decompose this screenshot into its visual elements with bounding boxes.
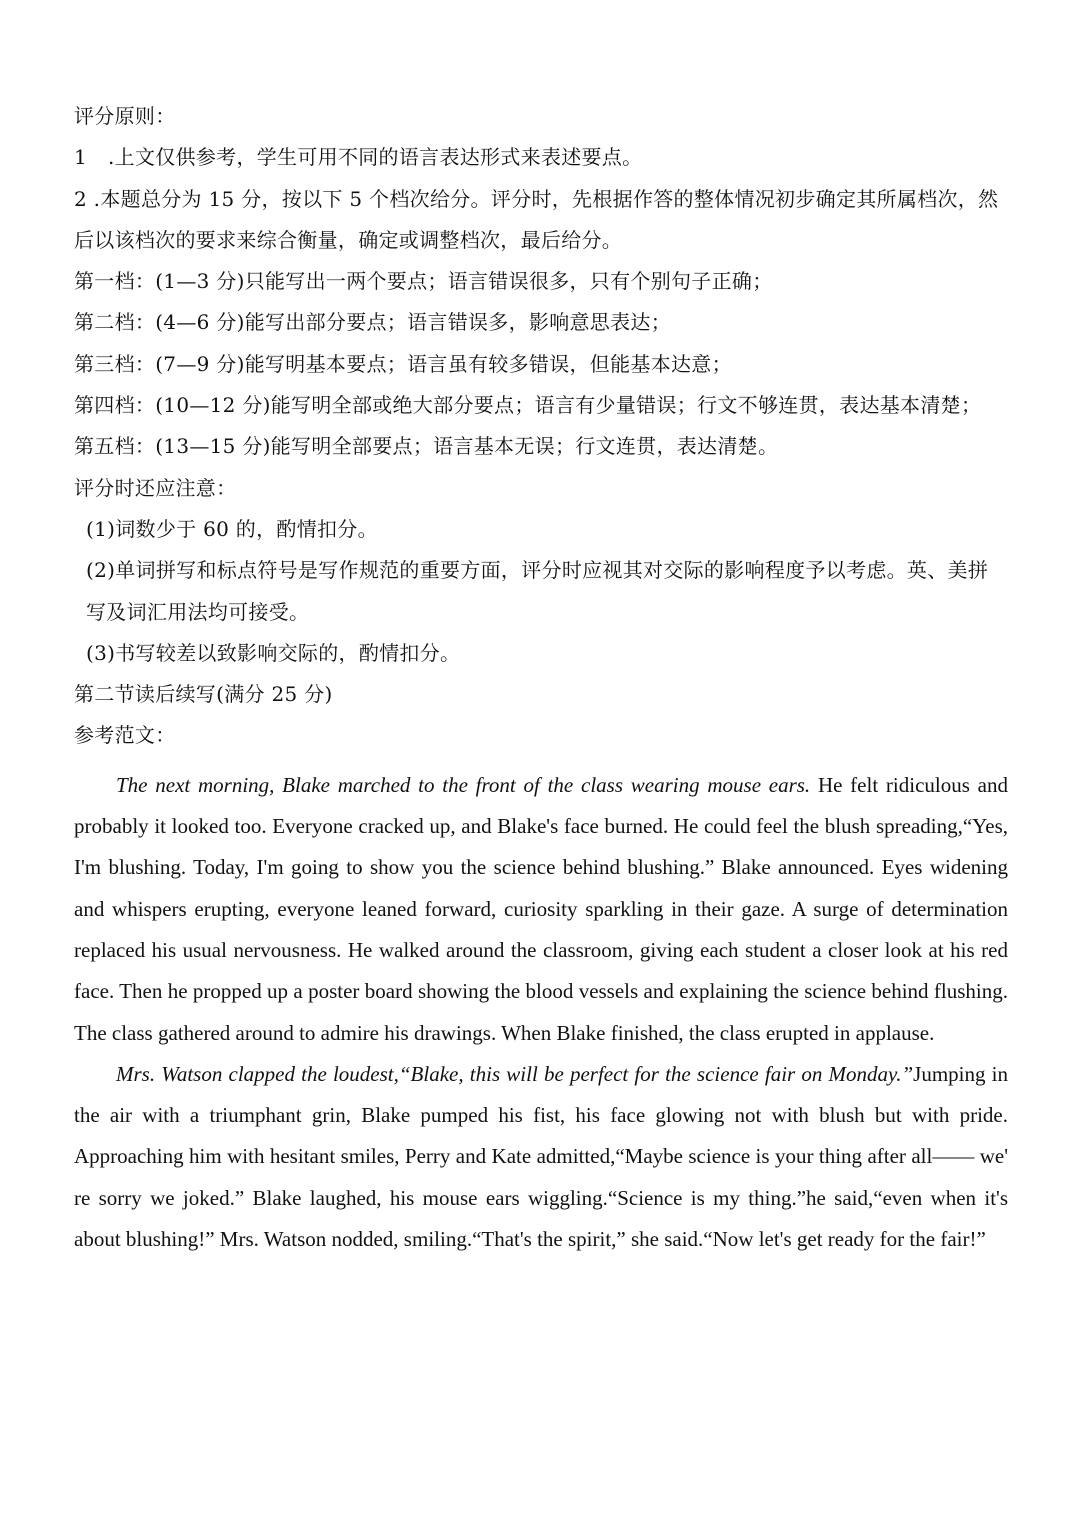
score-level-4: 第四档：(10—12 分)能写明全部或绝大部分要点；语言有少量错误；行文不够连贯，表达基本清楚； [74,393,982,418]
document-page [74,96,1008,1260]
essay-paragraph-1-body: He felt ridiculous and probably it looked too. Everyone cracked up, and Blake's face burned. He could feel the blush spreading,“Yes, I'm blushing. Today, I'm going to show you the science behind blushing.” Blake announced. Eyes widening and whispers erupting, everyone leaned forward, curiosity sparkling in their gaze. A surge of determination replaced his usual nervousness. He walked around the classroom, giving each student a closer look at his red face. Then he propped up a poster board showing the blood vessels and explaining the science behind flushing. The class gathered around to admire his drawings. When Blake finished, the class erupted in applause. [74,772,1008,1045]
essay-paragraph-2-body: Jumping in the air with a triumphant grin, Blake pumped his fist, his face glowing not with blush but with pride. Approaching him with hesitant smiles, Perry and Kate admitted,“Maybe science is your thing after all—— we' re sorry we joked.” Blake laughed, his mouse ears wiggling.“Science is my thing.”he said,“even when it's about blushing!” Mrs. Watson nodded, smiling.“That's the spirit,” she said.“Now let's get ready for the fair!” [74,1061,1008,1252]
note-3: (3)书写较差以致影响交际的，酌情扣分。 [86,640,461,665]
essay-paragraph-2 [74,1054,1008,1260]
note-2: (2)单词拼写和标点符号是写作规范的重要方面，评分时应视其对交际的影响程度予以考虑。英、美拼写及词汇用法均可接受。 [86,558,989,624]
sample-essay-label: 参考范文： [74,723,176,748]
rule-item-1 [74,137,1008,178]
note-1: (1)词数少于 60 的，酌情扣分。 [86,516,378,541]
notes-heading: 评分时还应注意： [74,475,237,500]
score-level-3: 第三档：(7—9 分)能写明基本要点；语言虽有较多错误，但能基本达意； [74,351,732,376]
score-level-2: 第二档：(4—6 分)能写出部分要点；语言错误多，影响意思表达； [74,310,672,335]
rule-item-1-number: 1 [74,145,88,170]
rule-item-1-text: .上文仅供参考，学生可用不同的语言表达形式来表述要点。 [108,145,643,170]
section-2-title: 第二节读后续写(满分 25 分) [74,682,333,707]
essay-paragraph-2-opening: Mrs. Watson clapped the loudest,“Blake, this will be perfect for the science fair on Monday.” [116,1061,914,1086]
essay-paragraph-1-opening: The next morning, Blake marched to the front of the class wearing mouse ears. [116,772,811,797]
score-level-5: 第五档：(13—15 分)能写明全部要点；语言基本无误；行文连贯，表达清楚。 [74,434,779,459]
essay-paragraph-1 [74,765,1008,1054]
rule-item-2: 2 .本题总分为 15 分，按以下 5 个档次给分。评分时，先根据作答的整体情况初步确定其所属档次，然后以该档次的要求来综合衡量，确定或调整档次，最后给分。 [74,186,999,252]
score-level-1: 第一档：(1—3 分)只能写出一两个要点；语言错误很多，只有个别句子正确； [74,269,773,294]
scoring-principles-heading: 评分原则： [74,104,176,128]
